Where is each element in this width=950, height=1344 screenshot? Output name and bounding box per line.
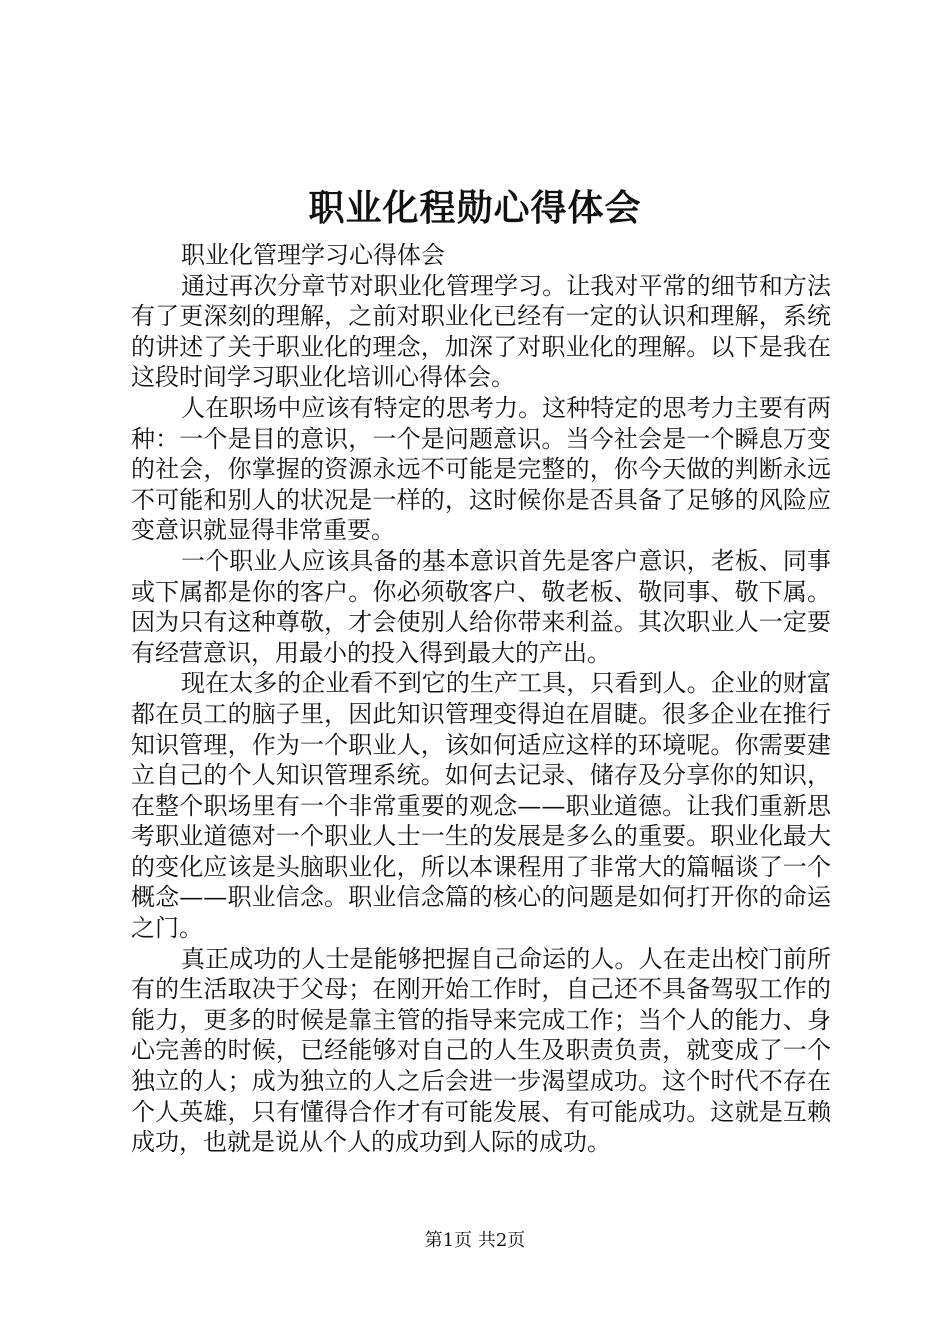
paragraph: 人在职场中应该有特定的思考力。这种特定的思考力主要有两种：一个是目的意识，一个是问题意识。当今社会是一个瞬息万变的社会，你掌握的资源永远不可能是完整的，你今天做的判断永远不可能和别人的状况是一样的，这时候你是否具备了足够的风险应变意识就显得非常重要。 bbox=[131, 393, 831, 545]
paragraph: 现在太多的企业看不到它的生产工具，只看到人。企业的财富都在员工的脑子里，因此知识管理变得迫在眉睫。很多企业在推行知识管理，作为一个职业人，该如何适应这样的环境呢。你需要建立自己的个人知识管理系统。如何去记录、储存及分享你的知识，在整个职场里有一个非常重要的观念——职业道德。让我们重新思考职业道德对一个职业人士一生的发展是多么的重要。职业化最大的变化应该是头脑职业化，所以本课程用了非常大的篇幅谈了一个概念——职业信念。职业信念篇的核心的问题是如何打开你的命运之门。 bbox=[131, 669, 831, 943]
document-title: 职业化程勋心得体会 bbox=[308, 187, 642, 229]
paragraph: 通过再次分章节对职业化管理学习。让我对平常的细节和方法有了更深刻的理解，之前对职业化已经有一定的认识和理解，系统的讲述了关于职业化的理念，加深了对职业化的理解。以下是我在这段时间学习职业化培训心得体会。 bbox=[131, 271, 831, 392]
paragraph: 真正成功的人士是能够把握自己命运的人。人在走出校门前所有的生活取决于父母；在刚开始工作时，自己还不具备驾驭工作的能力，更多的时候是靠主管的指导来完成工作；当个人的能力、身心完善的时候，已经能够对自己的人生及职责负责，就变成了一个独立的人；成为独立的人之后会进一步渴望成功。这个时代不存在个人英雄，只有懂得合作才有可能发展、有可能成功。这就是互赖成功，也就是说从个人的成功到人际的成功。 bbox=[131, 944, 831, 1157]
document-body bbox=[131, 240, 831, 1158]
paragraph: 一个职业人应该具备的基本意识首先是客户意识，老板、同事或下属都是你的客户。你必须敬客户、敬老板、敬同事、敬下属。因为只有这种尊敬，才会使别人给你带来利益。其次职业人一定要有经营意识，用最小的投入得到最大的产出。 bbox=[131, 546, 831, 667]
paragraph-subtitle: 职业化管理学习心得体会 bbox=[181, 241, 445, 269]
page-footer: 第1页 共2页 bbox=[424, 1230, 526, 1251]
